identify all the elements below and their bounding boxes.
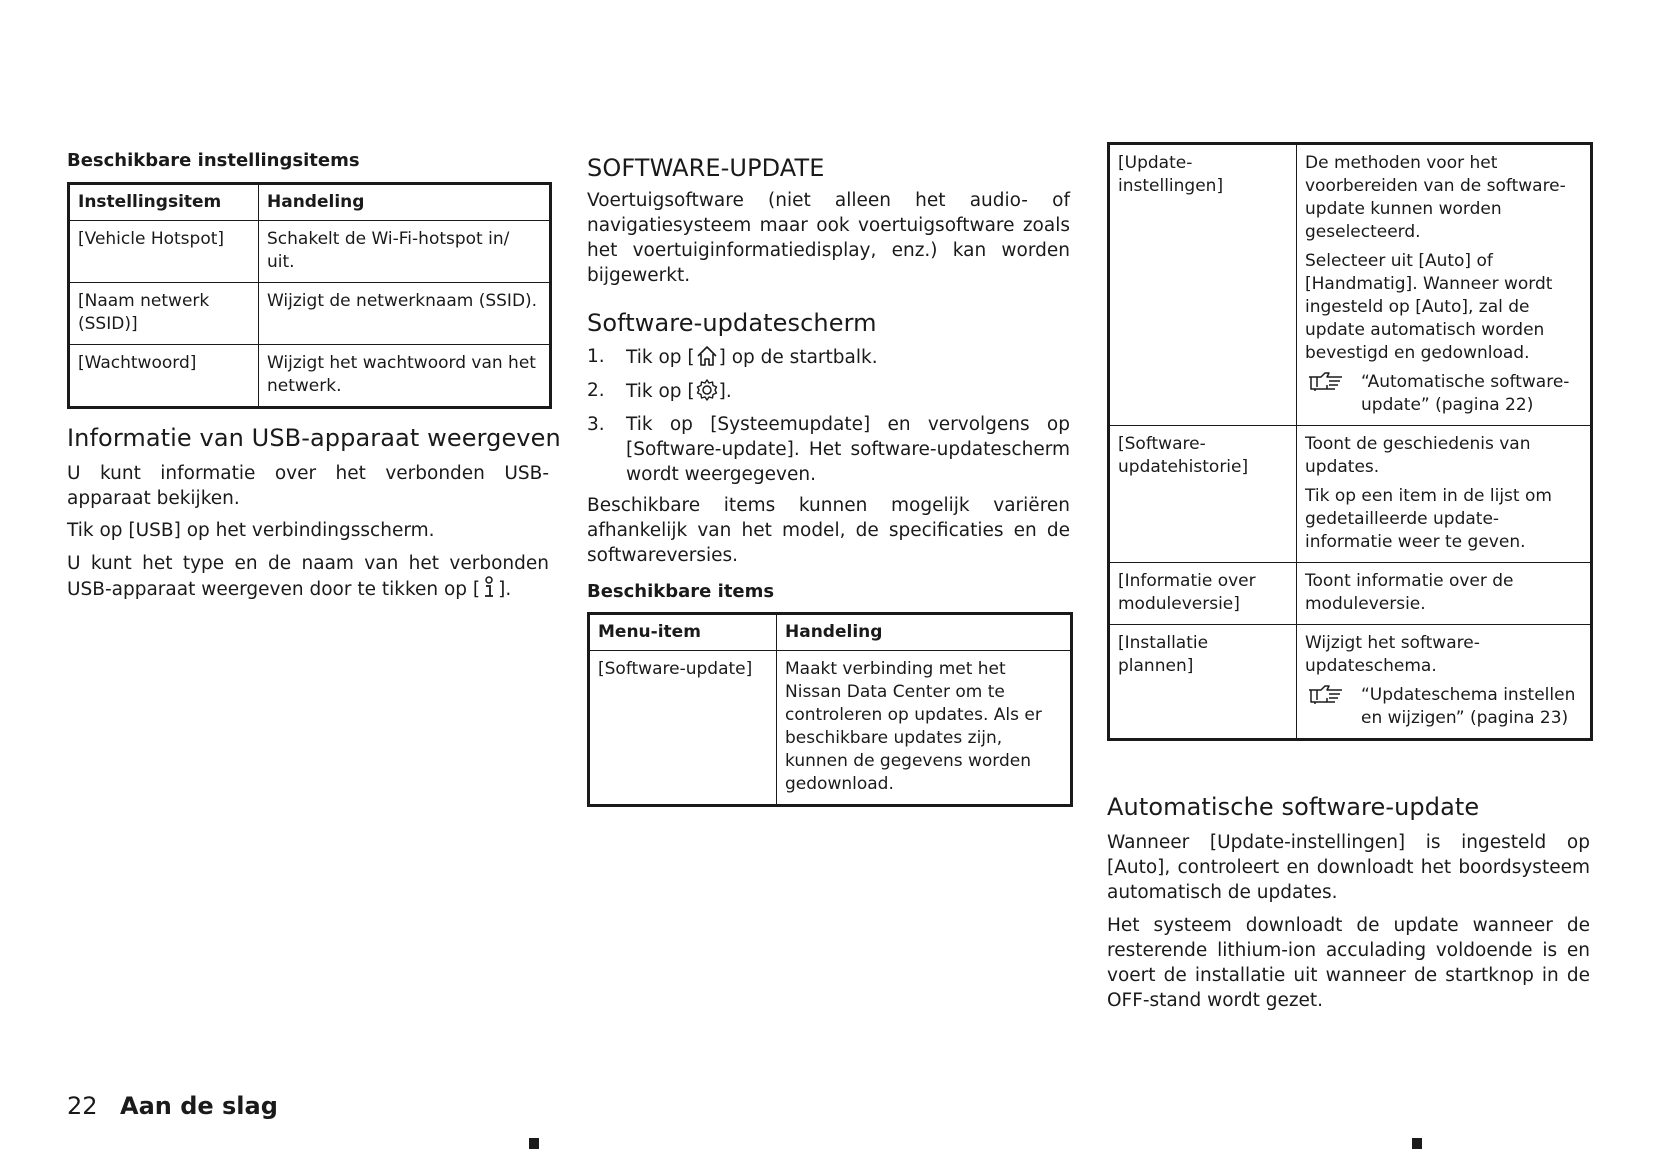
cell-paragraph: Tik op een item in de lijst om gedetailleerde update-informatie weer te geven.: [1305, 486, 1552, 552]
table-row: [69, 345, 551, 408]
gear-icon: [695, 378, 719, 402]
page-number: 22: [67, 1092, 98, 1120]
crop-mark: [529, 1138, 539, 1149]
list-item: [587, 412, 1070, 487]
available-items-label: Beschikbare items: [587, 581, 775, 602]
cell-paragraph: De methoden voor het voorbereiden van de software-update kunnen worden geselecteerd.: [1305, 153, 1566, 242]
table-row: [1109, 625, 1592, 740]
usb-info-heading: Informatie van USB-apparaat weergeven: [67, 424, 561, 452]
table-cell: [Software-updatehistorie]: [1109, 426, 1297, 563]
cell-paragraph: Selecteer uit [Auto] of [Handmatig]. Wanneer wordt ingesteld op [Auto], zal de update automatisch worden bevestigd en gedownload.: [1305, 251, 1553, 363]
cell-paragraph: Toont de geschiedenis van updates.: [1305, 434, 1531, 477]
pointing-hand-icon: [1307, 371, 1345, 393]
software-intro-paragraph: Voertuigsoftware (niet alleen het audio- of navigatiesysteem maar ook voertuigsoftware zoals het voertuiginformatiedisplay, enz.) kan worden bijgewerkt.: [587, 190, 1070, 286]
update-settings-table: [1107, 142, 1593, 741]
table-header-row: [69, 184, 551, 221]
step-text: Tik op [: [626, 347, 695, 368]
usb-info-paragraph: U kunt informatie over het verbonden USB-apparaat bekijken.: [67, 463, 549, 509]
page-reference: [1305, 371, 1582, 417]
steps-list: [587, 344, 1070, 495]
table-cell: Wijzigt de netwerknaam (SSID).: [259, 283, 551, 345]
pointing-hand-icon: [1307, 684, 1345, 706]
table-cell: [Update-instellingen]: [1109, 144, 1297, 426]
step-text: Tik op [: [626, 381, 695, 402]
table-header: Handeling: [777, 614, 1072, 651]
table-header: Handeling: [259, 184, 551, 221]
step-number: 2.: [587, 380, 605, 401]
cell-paragraph: Wijzigt het software-updateschema.: [1305, 633, 1480, 676]
section-title: Aan de slag: [120, 1092, 278, 1120]
settings-items-label: Beschikbare instellingsitems: [67, 150, 360, 171]
step-text: Tik op [Systeemupdate] en vervolgens op [Software-update]. Het software-updatescherm wordt weergegeven.: [626, 414, 1070, 485]
auto-update-heading: Automatische software-update: [1107, 793, 1480, 821]
info-icon: [480, 576, 498, 600]
table-row: [1109, 426, 1592, 563]
home-icon: [695, 344, 719, 368]
usb-tap-paragraph: Tik op [USB] op het verbindingsscherm.: [67, 520, 435, 541]
table-cell: [Installatie plannen]: [1109, 625, 1297, 740]
usb-type-paragraph: [67, 551, 549, 602]
table-row: [69, 221, 551, 283]
table-cell: [Wachtwoord]: [69, 345, 259, 408]
table-cell: Maakt verbinding met het Nissan Data Center om te controleren op updates. Als er beschikbare updates zijn, kunnen de gegevens worden gedownload.: [777, 651, 1072, 806]
table-header-row: [589, 614, 1072, 651]
list-item: [587, 344, 1070, 370]
table-cell: [1297, 144, 1592, 426]
table-cell: [Software-update]: [589, 651, 777, 806]
table-cell: Wijzigt het wachtwoord van het netwerk.: [259, 345, 551, 408]
availability-paragraph: Beschikbare items kunnen mogelijk variëren afhankelijk van het model, de specificaties en de softwareversies.: [587, 495, 1070, 566]
list-item: [587, 378, 1070, 404]
table-cell: [Naam netwerk (SSID)]: [69, 283, 259, 345]
settings-table: [67, 182, 552, 409]
download-conditions-paragraph: Het systeem downloadt de update wanneer de resterende lithium-ion acculading voldoende is en voert de installatie uit wanneer de startknop in de OFF-stand wordt gezet.: [1107, 915, 1590, 1011]
step-text-end: ].: [718, 381, 732, 402]
table-cell: [Informatie over moduleversie]: [1109, 563, 1297, 625]
table-row: [1109, 563, 1592, 625]
table-header: Menu-item: [589, 614, 777, 651]
crop-mark: [1412, 1138, 1422, 1149]
usb-type-text: U kunt het type en de naam van het verbonden USB-apparaat weergeven door te tikken op [: [67, 553, 549, 600]
table-row: [589, 651, 1072, 806]
table-header: Instellingsitem: [69, 184, 259, 221]
step-number: 1.: [587, 346, 605, 367]
software-update-heading: SOFTWARE-UPDATE: [587, 154, 825, 182]
table-cell: Schakelt de Wi-Fi-hotspot in/ uit.: [259, 221, 551, 283]
table-row: [69, 283, 551, 345]
reference-text: “Automatische software-update” (pagina 22): [1361, 372, 1570, 415]
auto-update-paragraph: Wanneer [Update-instellingen] is ingesteld op [Auto], controleert en downloadt het boordsysteem automatisch de updates.: [1107, 832, 1590, 903]
table-cell: Toont informatie over de moduleversie.: [1297, 563, 1592, 625]
update-screen-heading: Software-updatescherm: [587, 309, 877, 337]
step-text-end: ] op de startbalk.: [718, 347, 878, 368]
reference-text: “Updateschema instellen en wijzigen” (pagina 23): [1361, 685, 1576, 728]
page-reference: [1305, 684, 1582, 730]
table-cell: [1297, 625, 1592, 740]
table-cell: [1297, 426, 1592, 563]
usb-type-text-end: ].: [498, 579, 512, 600]
menu-items-table: [587, 612, 1073, 807]
step-number: 3.: [587, 414, 605, 435]
table-cell: [Vehicle Hotspot]: [69, 221, 259, 283]
table-row: [1109, 144, 1592, 426]
